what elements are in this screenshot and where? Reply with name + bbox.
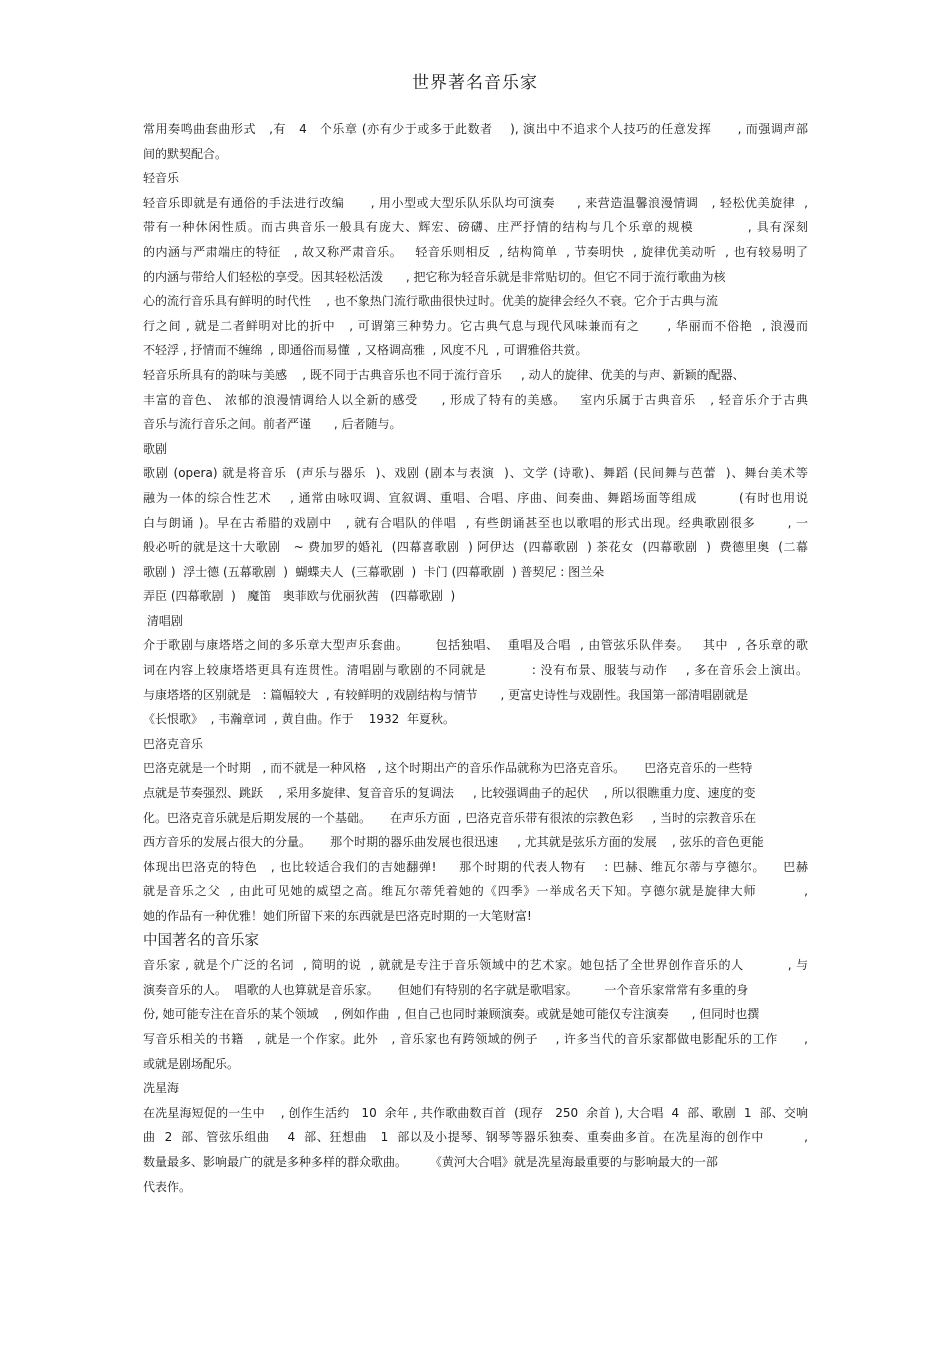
text-line: 《长恨歌》 , 韦瀚章词 , 黄自曲。作于 1932 年夏秋。 xyxy=(143,712,455,727)
text-line: 歌剧 (opera) 就是将音乐 (声乐与器乐 )、戏剧 (剧本与表演 )、文学 (诗歌)、舞蹈 (民间舞与芭蕾 )、舞台美术等 xyxy=(143,466,808,481)
text-line: 西方音乐的发展占很大的分量。 那个时期的器乐曲发展也很迅速 , 尤其就是弦乐方面的发展 , 弦乐的音色更能 xyxy=(143,835,764,850)
text-line: 的内涵与带给人们轻松的享受。因其轻松活泼 , 把它称为轻音乐就是非常贴切的。但它不同于流行歌曲为核 xyxy=(143,269,726,284)
text-line: 清唱剧 xyxy=(143,613,183,628)
text-line: 带有一种休闲性质。而古典音乐一般具有庞大、辉宏、磅礴、庄严抒情的结构与几个乐章的规模 , 具有深刻 xyxy=(143,220,808,235)
text-line: 数量最多、影响最广的就是多种多样的群众歌曲。 《黄河大合唱》就是冼星海最重要的与影响最大的一部 xyxy=(143,1154,718,1169)
text-line: 的内涵与严肃端庄的特征 , 故又称严肃音乐。 轻音乐则相反 , 结构简单 , 节奏明快 , 旋律优美动听 , 也有较易明了 xyxy=(143,244,808,259)
text-line: 写音乐相关的书籍 , 就是一个作家。此外 , 音乐家也有跨领域的例子 , 许多当代的音乐家都做电影配乐的工作 , xyxy=(143,1031,808,1046)
page-title: 世界著名音乐家 xyxy=(412,73,538,93)
text-line: 般必听的就是这十大歌剧 ~ 费加罗的婚礼 (四幕喜歌剧 ) 阿伊达 (四幕歌剧 ) 茶花女 (四幕歌剧 ) 费德里奥 (二幕 xyxy=(143,540,808,555)
text-line: 轻音乐所具有的韵味与美感 , 既不同于古典音乐也不同于流行音乐 , 动人的旋律、优美的与声、新颖的配器、 xyxy=(143,367,745,382)
text-line: 丰富的音色、 浓郁的浪漫情调给人以全新的感受 , 形成了特有的美感。 室内乐属于古典音乐 , 轻音乐介于古典 xyxy=(143,392,808,407)
text-line: 演奏音乐的人。 唱歌的人也算就是音乐家。 但她们有特别的名字就是歌唱家。 一个音乐家常常有多重的身 xyxy=(143,982,749,997)
text-line: 份, 她可能专注在音乐的某个领域 , 例如作曲 , 但自己也同时兼顾演奏。或就是她可能仅专注演奏 , 但同时也撰 xyxy=(143,1007,760,1022)
text-line: 轻音乐 xyxy=(143,171,180,186)
text-line: 就是音乐之父 , 由此可见她的威望之高。维瓦尔蒂凭着她的《四季》一举成名天下知。亨德尔就是旋律大师 , xyxy=(143,884,808,899)
text-line: 歌剧 xyxy=(143,441,168,456)
text-line: 音乐家 , 就是个广泛的名词 , 简明的说 , 就就是专注于音乐领域中的艺术家。她包括了全世界创作音乐的人 , 与 xyxy=(143,958,808,973)
text-line: 音乐与流行音乐之间。前者严谨 , 后者随与。 xyxy=(143,417,402,432)
text-line: 体现出巴洛克的特色 , 也比较适合我们的吉她翻弹! 那个时期的代表人物有 : 巴赫、维瓦尔蒂与亨德尔。 巴赫 xyxy=(143,859,808,874)
text-line: 歌剧 ) 浮士德 (五幕歌剧 ) 蝴蝶夫人 (三幕歌剧 ) 卡门 (四幕歌剧 ) 普契尼 : 图兰朵 xyxy=(143,564,605,579)
text-line: 巴洛克就是一个时期 , 而不就是一种风格 , 这个时期出产的音乐作品就称为巴洛克音乐。 巴洛克音乐的一些特 xyxy=(143,761,753,776)
text-line: 代表作。 xyxy=(143,1179,192,1194)
text-line: 点就是节奏强烈、跳跃 , 采用多旋律、复音音乐的复调法 , 比较强调曲子的起伏 , 所以很瞧重力度、速度的变 xyxy=(143,786,756,801)
text-line: 融为一体的综合性艺术 , 通常由咏叹调、宣叙调、重唱、合唱、序曲、间奏曲、舞蹈场面等组成 (有时也用说 xyxy=(143,490,808,505)
section-heading: 中国著名的音乐家 xyxy=(143,932,259,949)
document-body xyxy=(143,117,808,1199)
text-line: 词在内容上较康塔塔更具有连贯性。清唱剧与歌剧的不同就是 : 没有布景、服装与动作 , 多在音乐会上演出。 xyxy=(143,663,808,678)
text-line: 与康塔塔的区别就是 : 篇幅较大 , 有较鲜明的戏剧结构与情节 , 更富史诗性与戏剧性。我国第一部清唱剧就是 xyxy=(143,687,749,702)
text-line: 她的作品有一种优雅！她们所留下来的东西就是巴洛克时期的一大笔财富! xyxy=(143,909,532,923)
text-line: 巴洛克音乐 xyxy=(143,736,204,751)
text-line: 在冼星海短促的一生中 , 创作生活约 10 余年 , 共作歌曲数百首 (现存 250 余首 ), 大合唱 4 部、歌剧 1 部、交响 xyxy=(143,1105,808,1120)
text-line: 轻音乐即就是有通俗的手法进行改编 , 用小型或大型乐队乐队均可演奏 , 来营造温馨浪漫情调 , 轻松优美旋律 , xyxy=(143,195,808,210)
text-line: 介于歌剧与康塔塔之间的多乐章大型声乐套曲。 包括独唱、 重唱及合唱 , 由管弦乐队伴奏。 其中 , 各乐章的歌 xyxy=(143,638,808,653)
text-line: 或就是剧场配乐。 xyxy=(143,1056,240,1071)
text-line: 化。巴洛克音乐就是后期发展的一个基础。 在声乐方面 , 巴洛克音乐带有很浓的宗教色彩 , 当时的宗教音乐在 xyxy=(143,810,757,825)
text-line: 白与朗诵 )。早在古希腊的戏剧中 , 就有合唱队的伴唱 , 有些朗诵甚至也以歌唱的形式出现。经典歌剧很多 , 一 xyxy=(143,515,808,530)
text-line: 弄臣 (四幕歌剧 ) 魔笛 奥菲欧与优丽狄茜 (四幕歌剧 ) xyxy=(143,589,456,604)
text-line: 心的流行音乐具有鲜明的时代性 , 也不象热门流行歌曲很快过时。优美的旋律会经久不衰。它介于古典与流 xyxy=(143,294,718,309)
text-line: 常用奏鸣曲套曲形式 ,有 4 个乐章 (亦有少于或多于此数者 ), 演出中不追求个人技巧的任意发挥 , 而强调声部 xyxy=(143,122,808,136)
text-line: 曲 2 部、管弦乐组曲 4 部、狂想曲 1 部以及小提琴、钢琴等器乐独奏、重奏曲多首。在冼星海的创作中 , xyxy=(143,1130,808,1145)
text-line: 行之间 , 就是二者鲜明对比的折中 , 可谓第三种势力。它古典气息与现代风味兼而有之 , 华丽而不俗艳 , 浪漫而 xyxy=(143,318,808,333)
text-line: 间的默契配合。 xyxy=(143,146,228,161)
text-line: 不轻浮 , 抒情而不缠绵 , 即通俗而易懂 , 又格调高雅 , 风度不凡 , 可谓雅俗共赏。 xyxy=(143,343,588,358)
text-line: 冼星海 xyxy=(143,1081,180,1096)
